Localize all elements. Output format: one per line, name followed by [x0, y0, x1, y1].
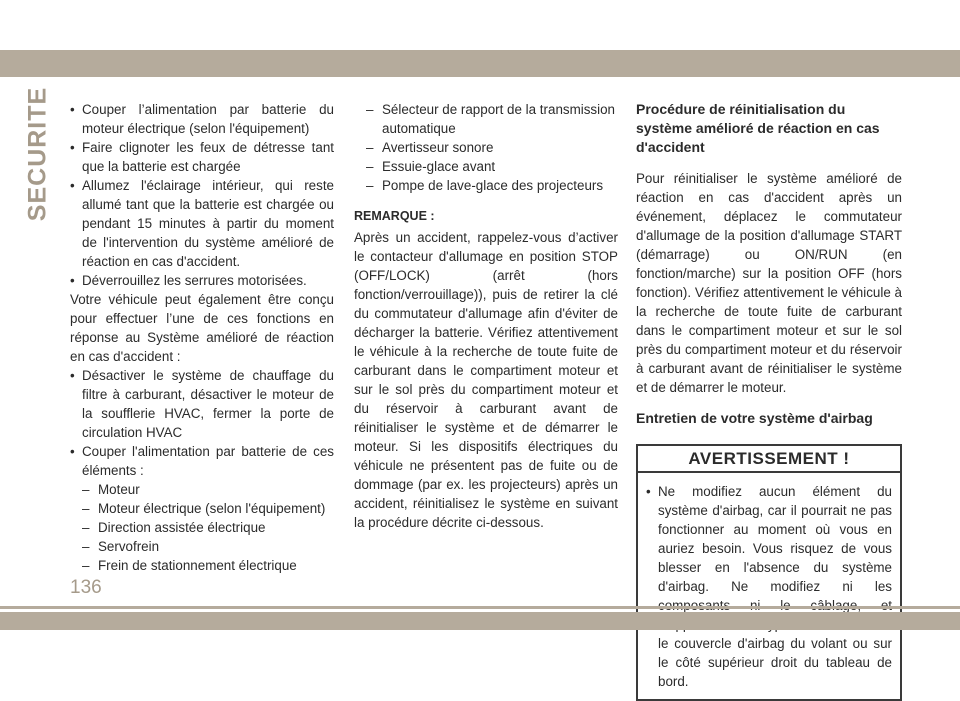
reset-paragraph: Pour réinitialiser le système amélioré de réaction en cas d'accident après un événement, déplacez le commutateur d'allumage de la position d'allumage START (démarrage) ou ON/RUN (en fonction/marche) sur la position OFF (hors fonction). Vérifiez attentivement le véhicule à la recherche de toute fuite de carburant dans le compartiment moteur et sur le sol près du compartiment moteur et du réservoir à carburant avant de réinitialiser le système et de démarrer le moteur.	[636, 171, 902, 395]
bullet-item: • Désactiver le système de chauffage du filtre à carburant, désactiver le moteur de la soufflerie HVAC, fermer la porte de circulation HVAC	[70, 366, 334, 442]
list-item: – Moteur	[82, 480, 334, 499]
list-item: – Avertisseur sonore	[366, 138, 618, 157]
list-item: – Frein de stationnement électrique	[82, 556, 334, 575]
bullet-item: • Couper l'alimentation par batterie de ces éléments :	[70, 442, 334, 480]
heading-airbag-maintenance: Entretien de votre système d'airbag	[636, 410, 873, 426]
list-item: – Direction assistée électrique	[82, 518, 334, 537]
footer-band	[0, 612, 960, 630]
warning-title: AVERTISSEMENT !	[638, 446, 900, 473]
warning-box	[636, 444, 902, 701]
note-text: Après un accident, rappelez-vous d’activer le contacteur d'allumage en position STOP (OFF/LOCK) (arrêt (hors fonction/verrouillage)), puis de retirer la clé du commutateur d'allumage afin d'éviter de décharger la batterie. Vérifiez attentivement le véhicule à la recherche de toute fuite de carburant dans le compartiment moteur et sur le sol près du compartiment moteur et du réservoir à carburant avant de réinitialiser le système et de démarrer le moteur. Si les dispositifs électriques du véhicule ne présentent pas de fuite ou de dommage (par ex. les projecteurs) après un accident, réinitialisez le système en suivant la procédure décrite ci-dessous.	[354, 230, 618, 530]
warning-bullet: • Ne modifiez aucun élément du système d'airbag, car il pourrait ne pas fonctionner au moment où vous en auriez besoin. Vous risquez de vous blesser en l'absence du système d'airbag. Ne modifiez ni les le couvercle d'airbag du volant ou sur le côté supérieur droit du tableau de bord.	[646, 482, 892, 691]
warning-body	[638, 473, 900, 699]
note-label: REMARQUE :	[354, 209, 435, 223]
section-tab	[23, 86, 52, 222]
list-item: – Servofrein	[82, 537, 334, 556]
list-item: – Essuie-glace avant	[366, 157, 618, 176]
heading-reset-procedure: Procédure de réinitialisation du système amélioré de réaction en cas d'accident	[636, 101, 880, 155]
element-list	[70, 480, 334, 575]
page-number: 136	[70, 577, 102, 598]
list-item: – Moteur électrique (selon l'équipement)	[82, 499, 334, 518]
header-band	[0, 0, 960, 78]
bullet-item: • Allumez l'éclairage intérieur, qui reste allumé tant que la batterie est chargée ou pendant 15 minutes à partir du moment de l'intervention du système amélioré de réaction en cas d'accident.	[70, 176, 334, 271]
footer-rule	[0, 606, 960, 609]
bullet-item: • Déverrouillez les serrures motorisées.	[70, 271, 334, 290]
section-tab-label: SECURITE	[23, 86, 52, 222]
header-bar	[0, 50, 960, 77]
column-1	[70, 100, 334, 575]
column-2	[354, 100, 618, 532]
element-list-continued	[354, 100, 618, 195]
list-item: – Sélecteur de rapport de la transmission automatique	[366, 100, 618, 138]
bullet-item: • Faire clignoter les feux de détresse tant que la batterie est chargée	[70, 138, 334, 176]
bullet-item: • Couper l’alimentation par batterie du moteur électrique (selon l'équipement)	[70, 100, 334, 138]
column-3	[636, 100, 902, 701]
list-item: – Pompe de lave-glace des projecteurs	[366, 176, 618, 195]
body-paragraph: Votre véhicule peut également être conçu pour effectuer l’une de ces fonctions en réponse au Système amélioré de réaction en cas d'accident :	[70, 292, 334, 364]
